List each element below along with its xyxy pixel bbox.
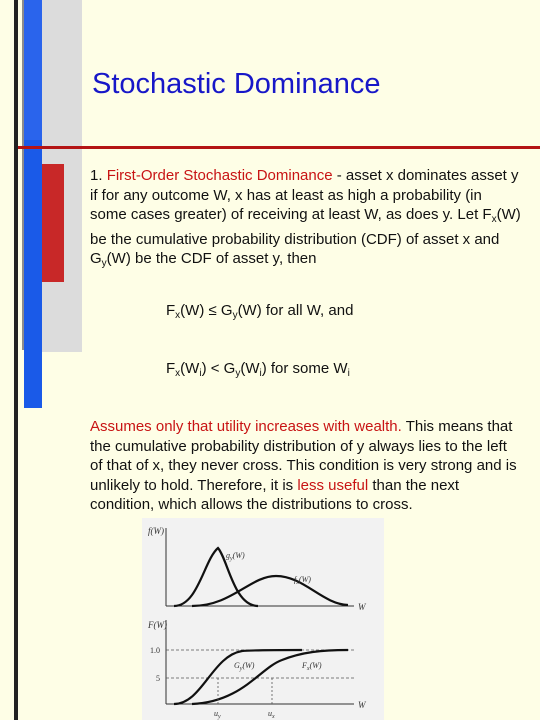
paragraph-first-order — [90, 166, 522, 274]
Fx-label-paren: (W) — [309, 661, 322, 670]
less-useful-red: less useful — [297, 476, 369, 494]
para2-text1: This means that the cumulative probability distribution of y always lies to the left of that of x, they never cross. This condition is very strong and is unlikely to hold. Therefore, it is — [90, 418, 517, 494]
Gy-label-paren: (W) — [242, 661, 255, 670]
top-w-label: W — [358, 602, 366, 612]
f2-fx: x — [175, 368, 181, 379]
mu-y-u: u — [214, 709, 218, 718]
f2-gy: y — [235, 368, 241, 379]
f2-wi: i — [199, 368, 202, 379]
para1-text-c: (W) be the CDF of asset y, then — [106, 250, 317, 267]
fx-label-paren: (W) — [298, 575, 311, 584]
dominance-figure — [142, 518, 384, 720]
bottom-axis-label: F(W) — [148, 620, 167, 630]
term-first-order: First-Order Stochastic Dominance — [106, 167, 333, 184]
formula-some-w — [166, 360, 350, 379]
Fx-label-f: F — [302, 661, 307, 670]
bottom-w-label: W — [358, 700, 366, 710]
assumption-red: Assumes only that utility increases with wealth. — [90, 418, 402, 435]
Gy-label-sub: y — [239, 666, 243, 672]
fx-label-sub: x — [296, 580, 299, 586]
fx-label-f: f — [294, 575, 297, 584]
f1-f: F — [166, 302, 176, 319]
f2-wi3: i — [347, 368, 350, 379]
para1-text-b: (W) be the cumulative probability distribution (CDF) of asset x and G — [90, 206, 521, 267]
mu-y-sub: y — [218, 714, 221, 720]
side-bar-black — [14, 0, 18, 720]
top-axis-label: f(W) — [148, 526, 164, 536]
f1-gy: y — [232, 310, 238, 321]
title-rule — [18, 146, 540, 149]
f1-fx: x — [175, 310, 181, 321]
tick-five: 5 — [156, 674, 160, 683]
para1-sub-y: y — [101, 258, 107, 269]
para1-text-a: - asset x dominates asset y if for any outcome W, x has at least as high a probability (in some cases greater) of receiving at least W, as does y. Let F — [90, 167, 519, 223]
f1-fw: (W) ≤ G — [180, 302, 233, 319]
f2-fw: (W — [180, 360, 200, 377]
gy-label-sub: y — [230, 556, 233, 562]
f2-f: F — [166, 360, 176, 377]
side-bar-blue-top — [24, 0, 42, 140]
mu-x-sub: x — [272, 714, 275, 720]
f2-mid: ) < G — [201, 360, 236, 377]
f2-gw: (W — [240, 360, 260, 377]
f2-wi2: i — [259, 368, 262, 379]
para1-sub-x: x — [491, 214, 497, 225]
tick-one: 1.0 — [150, 646, 160, 655]
mu-x-u: u — [268, 709, 272, 718]
gy-label-g: g — [226, 551, 230, 560]
para2-text2: than the next condition, which allows the distributions to cross. — [90, 476, 460, 513]
figure-background — [142, 518, 384, 720]
paragraph-assumption — [90, 417, 522, 515]
f1-rest: (W) for all W, and — [237, 302, 354, 319]
f2-rest: ) for some W — [261, 360, 348, 377]
formula-all-w — [166, 302, 353, 321]
item-number: 1. — [90, 167, 107, 184]
gy-label-paren: (W) — [232, 551, 245, 560]
Fx-label-sub: x — [306, 666, 310, 672]
Gy-label-g: G — [234, 661, 240, 670]
slide-title: Stochastic Dominance — [92, 68, 381, 100]
